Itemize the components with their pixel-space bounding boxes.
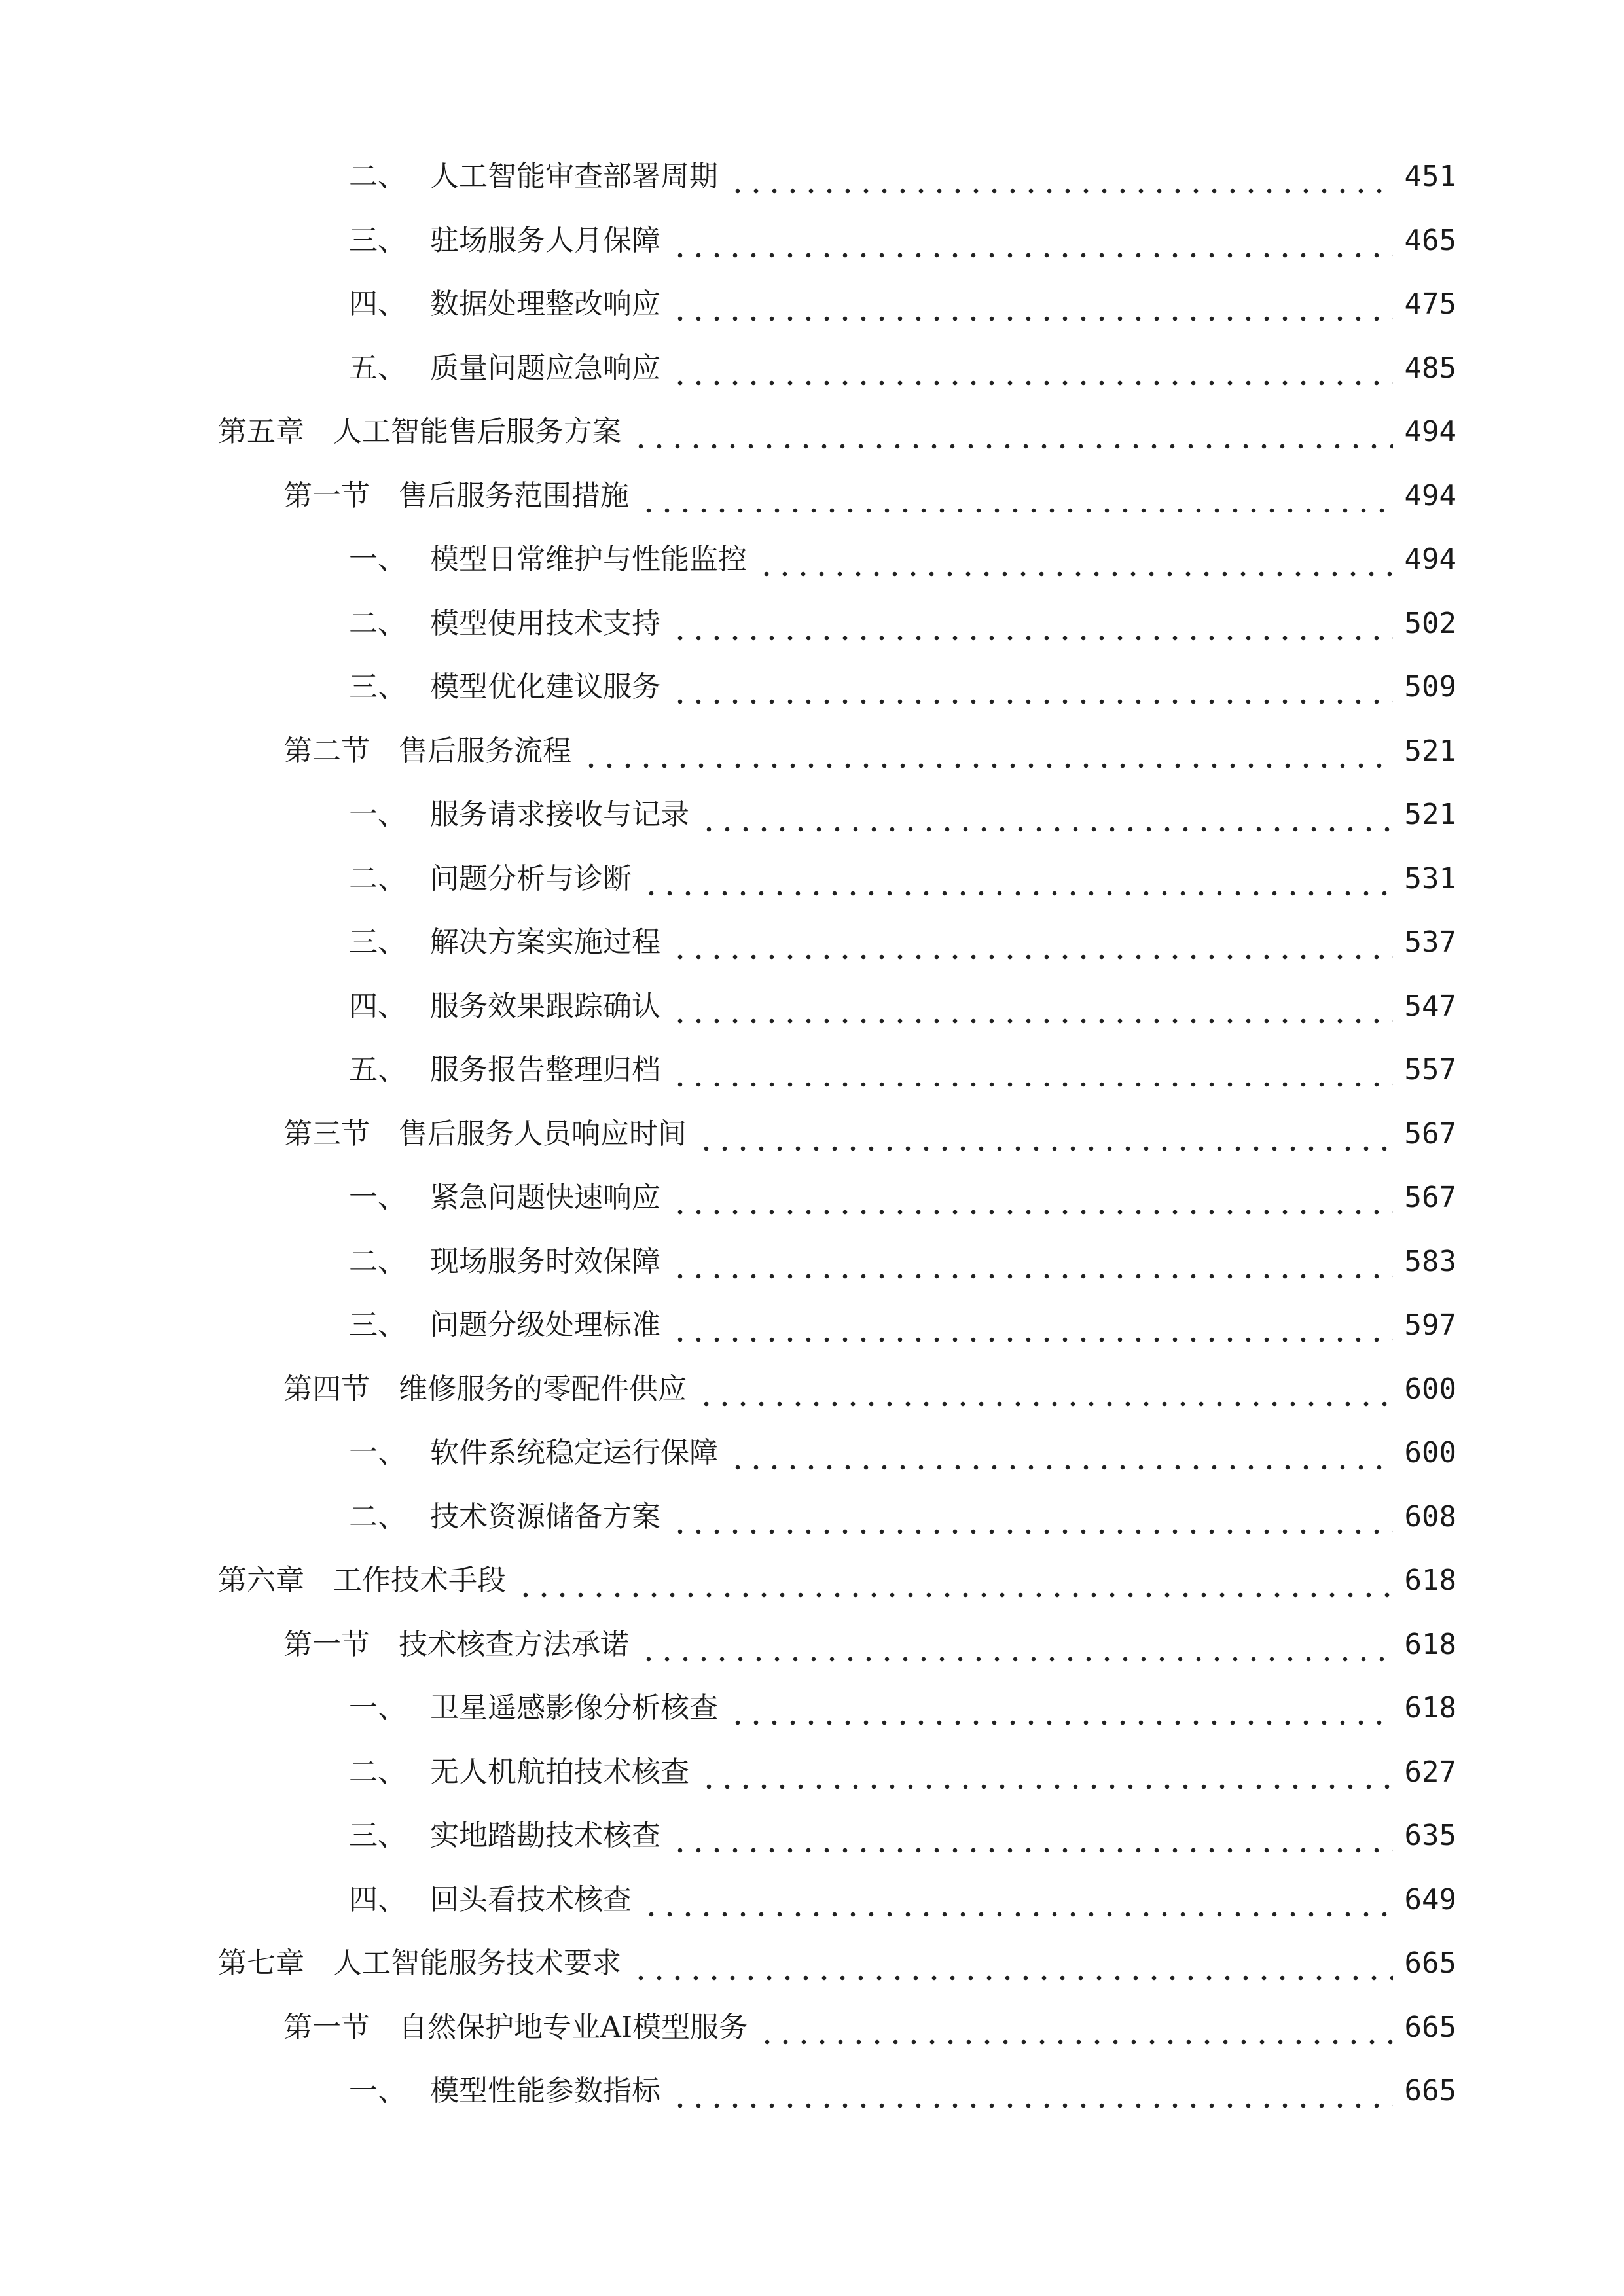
- toc-entry-title: 实地踏勘技术核查: [430, 1819, 660, 1852]
- toc-entry-title: 模型优化建议服务: [430, 670, 660, 704]
- toc-entry-page-number: 537: [1404, 925, 1456, 959]
- toc-entry-page-number: 494: [1404, 543, 1456, 576]
- toc-entry[interactable]: [349, 2065, 1456, 2117]
- dot-leader: [632, 1937, 1393, 1990]
- dot-leader: [729, 151, 1393, 203]
- toc-entry-title: 服务请求接收与记录: [430, 798, 689, 831]
- toc-entry-number: 三、: [349, 670, 406, 704]
- toc-entry-page-number: 485: [1404, 351, 1456, 385]
- toc-entry-number: 三、: [349, 224, 406, 257]
- toc-entry-number: 二、: [349, 1755, 406, 1789]
- toc-entry-number: 四、: [349, 1883, 406, 1916]
- toc-entry-number: 一、: [349, 1181, 406, 1214]
- toc-entry-title: 紧急问题快速响应: [430, 1181, 660, 1214]
- toc-entry-title: 工作技术手段: [333, 1564, 506, 1597]
- toc-entry-number: 一、: [349, 1691, 406, 1725]
- toc-entry-page-number: 567: [1404, 1181, 1456, 1214]
- toc-entry-number: 第一节: [283, 479, 370, 512]
- toc-entry[interactable]: [283, 1619, 1456, 1671]
- dot-leader: [640, 1619, 1393, 1671]
- toc-entry[interactable]: [283, 470, 1456, 522]
- toc-entry-title: 问题分析与诊断: [430, 862, 632, 895]
- toc-entry[interactable]: [349, 853, 1456, 905]
- toc-entry[interactable]: [283, 2001, 1456, 2054]
- toc-entry-number: 第一节: [283, 1628, 370, 1661]
- toc-entry[interactable]: [349, 661, 1456, 713]
- toc-entry-number: 第二节: [283, 734, 370, 768]
- dot-leader: [582, 725, 1393, 778]
- toc-entry-number: 第四节: [283, 1372, 370, 1406]
- toc-entry[interactable]: [283, 1363, 1456, 1416]
- toc-entry-page-number: 567: [1404, 1117, 1456, 1151]
- toc-entry-title: 人工智能售后服务方案: [333, 415, 621, 448]
- dot-leader: [632, 406, 1393, 458]
- toc-entry[interactable]: [349, 1491, 1456, 1543]
- dot-leader: [671, 215, 1393, 267]
- toc-entry-title: 无人机航拍技术核查: [430, 1755, 689, 1789]
- toc-entry[interactable]: [349, 151, 1456, 203]
- toc-entry-page-number: 521: [1404, 734, 1456, 768]
- toc-entry-number: 第一节: [283, 2011, 370, 2044]
- toc-entry-page-number: 531: [1404, 862, 1456, 895]
- toc-entry-title: 人工智能审查部署周期: [430, 160, 718, 193]
- toc-entry-number: 三、: [349, 1819, 406, 1852]
- dot-leader: [516, 1554, 1393, 1607]
- dot-leader: [671, 342, 1393, 395]
- toc-entry-number: 二、: [349, 1245, 406, 1278]
- toc-entry-page-number: 649: [1404, 1883, 1456, 1916]
- dot-leader: [697, 1108, 1393, 1160]
- toc-entry-page-number: 475: [1404, 287, 1456, 321]
- toc-entry-title: 解决方案实施过程: [430, 925, 660, 959]
- toc-entry-page-number: 494: [1404, 479, 1456, 512]
- toc-entry-title: 自然保护地专业AI模型服务: [399, 2011, 748, 2044]
- dot-leader: [729, 1427, 1393, 1479]
- dot-leader: [671, 1236, 1393, 1288]
- toc-entry-page-number: 509: [1404, 670, 1456, 704]
- toc-entry[interactable]: [349, 980, 1456, 1033]
- toc-entry-number: 二、: [349, 1500, 406, 1534]
- toc-entry-page-number: 597: [1404, 1308, 1456, 1342]
- dot-leader: [671, 1491, 1393, 1543]
- toc-entry-number: 四、: [349, 990, 406, 1023]
- dot-leader: [671, 1299, 1393, 1352]
- toc-entry-page-number: 618: [1404, 1691, 1456, 1725]
- toc-entry-number: 一、: [349, 543, 406, 576]
- dot-leader: [758, 2001, 1392, 2054]
- toc-entry-number: 五、: [349, 351, 406, 385]
- toc-entry-page-number: 665: [1404, 2011, 1456, 2044]
- toc-entry[interactable]: [218, 1937, 1456, 1990]
- toc-entry[interactable]: [283, 1108, 1456, 1160]
- toc-entry-title: 驻场服务人月保障: [430, 224, 660, 257]
- dot-leader: [671, 916, 1393, 969]
- toc-entry-title: 质量问题应急响应: [430, 351, 660, 385]
- toc-entry[interactable]: [349, 1172, 1456, 1224]
- toc-entry-page-number: 618: [1404, 1564, 1456, 1597]
- toc-entry[interactable]: [349, 1746, 1456, 1799]
- toc-entry-title: 模型性能参数指标: [430, 2074, 660, 2108]
- dot-leader: [642, 1874, 1393, 1926]
- toc-entry-title: 卫星遥感影像分析核查: [430, 1691, 718, 1725]
- toc-entry[interactable]: [218, 1554, 1456, 1607]
- toc-entry-title: 技术资源储备方案: [430, 1500, 660, 1534]
- toc-entry[interactable]: [349, 278, 1456, 331]
- toc-entry[interactable]: [349, 1682, 1456, 1734]
- toc-entry[interactable]: [349, 1044, 1456, 1096]
- toc-entry[interactable]: [349, 1874, 1456, 1926]
- toc-entry-number: 二、: [349, 607, 406, 640]
- toc-entry-title: 售后服务人员响应时间: [399, 1117, 687, 1151]
- toc-entry-page-number: 608: [1404, 1500, 1456, 1534]
- toc-entry-number: 一、: [349, 798, 406, 831]
- toc-entry-page-number: 600: [1404, 1436, 1456, 1469]
- toc-entry[interactable]: [349, 533, 1456, 586]
- toc-entry-page-number: 600: [1404, 1372, 1456, 1406]
- toc-entry-title: 回头看技术核查: [430, 1883, 632, 1916]
- dot-leader: [729, 1682, 1393, 1734]
- dot-leader: [671, 2065, 1393, 2117]
- toc-entry-number: 一、: [349, 2074, 406, 2108]
- toc-entry-page-number: 665: [1404, 2074, 1456, 2108]
- dot-leader: [671, 661, 1393, 713]
- dot-leader: [671, 598, 1393, 650]
- dot-leader: [697, 1363, 1393, 1416]
- dot-leader: [671, 1810, 1393, 1862]
- toc-entry-page-number: 494: [1404, 415, 1456, 448]
- toc-entry[interactable]: [283, 725, 1456, 778]
- toc-entry-title: 服务效果跟踪确认: [430, 990, 660, 1023]
- toc-entry[interactable]: [349, 215, 1456, 267]
- toc-entry-number: 第五章: [218, 415, 304, 448]
- toc-entry-page-number: 451: [1404, 160, 1456, 193]
- toc-entry-number: 二、: [349, 160, 406, 193]
- toc-entry-number: 三、: [349, 925, 406, 959]
- toc-entry-number: 第三节: [283, 1117, 370, 1151]
- toc-entry-number: 五、: [349, 1053, 406, 1086]
- toc-entry-title: 模型日常维护与性能监控: [430, 543, 747, 576]
- toc-entry-title: 人工智能服务技术要求: [333, 1946, 621, 1980]
- toc-entry[interactable]: [349, 789, 1456, 841]
- toc-entry[interactable]: [349, 1427, 1456, 1479]
- toc-entry[interactable]: [349, 1810, 1456, 1862]
- dot-leader: [700, 1746, 1393, 1799]
- toc-entry[interactable]: [349, 1236, 1456, 1288]
- dot-leader: [642, 853, 1393, 905]
- toc-entry-page-number: 502: [1404, 607, 1456, 640]
- toc-entry-page-number: 547: [1404, 990, 1456, 1023]
- toc-entry[interactable]: [349, 1299, 1456, 1352]
- dot-leader: [757, 533, 1393, 586]
- toc-entry-title: 数据处理整改响应: [430, 287, 660, 321]
- dot-leader: [671, 980, 1393, 1033]
- toc-entry-number: 一、: [349, 1436, 406, 1469]
- toc-entry-title: 模型使用技术支持: [430, 607, 660, 640]
- toc-entry-number: 第七章: [218, 1946, 304, 1980]
- toc-entry-title: 售后服务范围措施: [399, 479, 629, 512]
- toc-entry[interactable]: [349, 598, 1456, 650]
- toc-entry-page-number: 583: [1404, 1245, 1456, 1278]
- toc-entry-page-number: 665: [1404, 1946, 1456, 1980]
- dot-leader: [700, 789, 1393, 841]
- toc-entry[interactable]: [349, 916, 1456, 969]
- dot-leader: [671, 1044, 1393, 1096]
- toc-entry-page-number: 618: [1404, 1628, 1456, 1661]
- toc-entry[interactable]: [349, 342, 1456, 395]
- toc-entry-number: 四、: [349, 287, 406, 321]
- dot-leader: [671, 278, 1393, 331]
- toc-entry-title: 维修服务的零配件供应: [399, 1372, 687, 1406]
- toc-entry[interactable]: [218, 406, 1456, 458]
- toc-entry-number: 三、: [349, 1308, 406, 1342]
- toc-entry-title: 技术核查方法承诺: [399, 1628, 629, 1661]
- toc-entry-title: 服务报告整理归档: [430, 1053, 660, 1086]
- toc-entry-title: 现场服务时效保障: [430, 1245, 660, 1278]
- toc-entry-page-number: 521: [1404, 798, 1456, 831]
- toc-entry-number: 第六章: [218, 1564, 304, 1597]
- toc-entry-page-number: 465: [1404, 224, 1456, 257]
- toc-entry-page-number: 557: [1404, 1053, 1456, 1086]
- toc-entry-title: 软件系统稳定运行保障: [430, 1436, 718, 1469]
- dot-leader: [640, 470, 1393, 522]
- toc-entry-title: 售后服务流程: [399, 734, 571, 768]
- dot-leader: [671, 1172, 1393, 1224]
- toc-entry-title: 问题分级处理标准: [430, 1308, 660, 1342]
- toc-entry-number: 二、: [349, 862, 406, 895]
- toc-entry-page-number: 635: [1404, 1819, 1456, 1852]
- toc-entry-page-number: 627: [1404, 1755, 1456, 1789]
